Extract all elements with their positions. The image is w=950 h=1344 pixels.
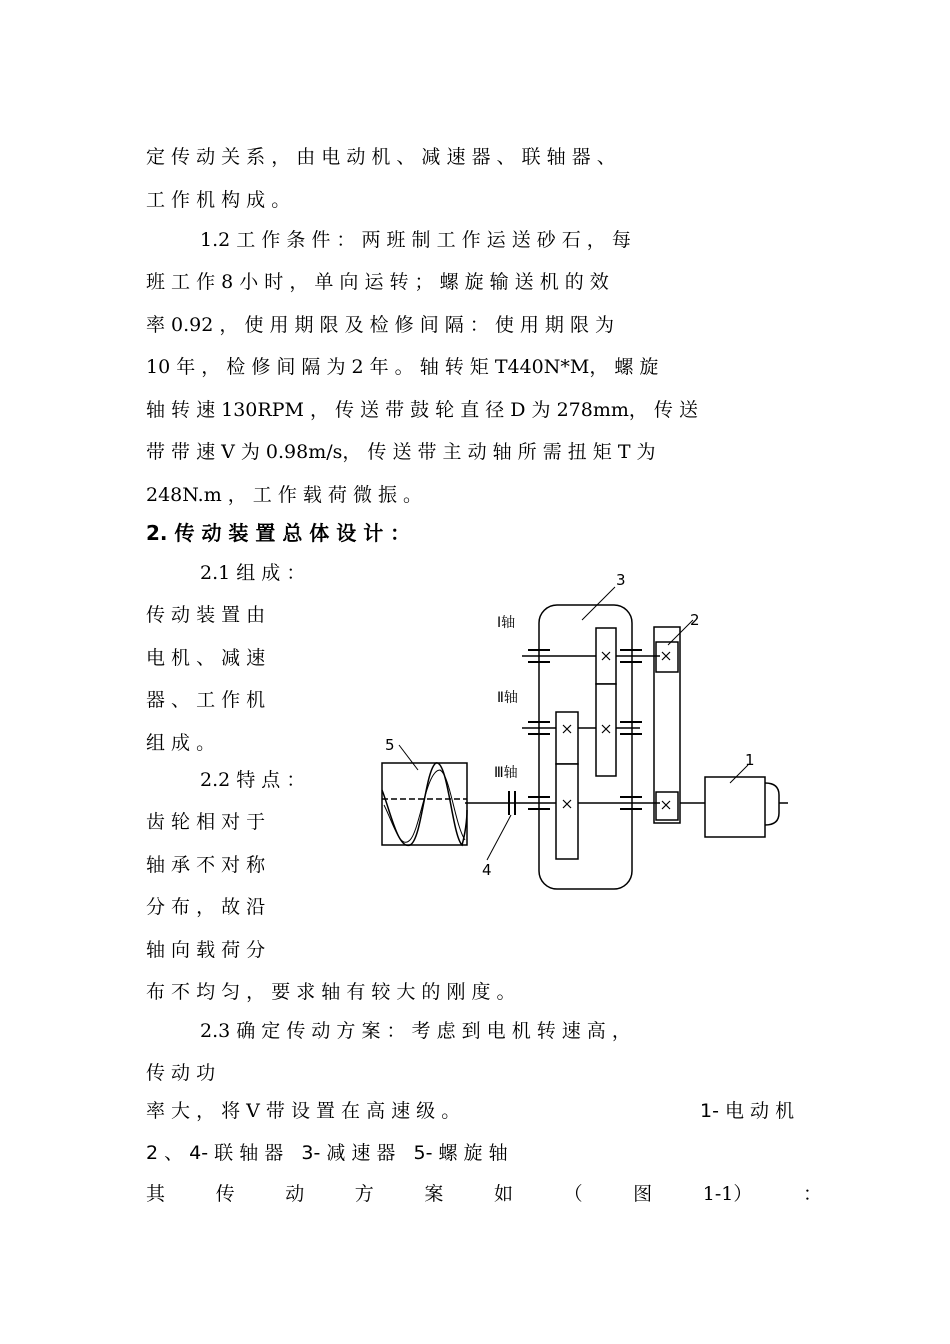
text-line: 轴 承 不 对 称 [146,854,266,876]
label-5: 5 [385,736,395,754]
text-line: 班 工 作 8 小 时 ， 单 向 运 转 ； 螺 旋 输 送 机 的 效 [146,271,609,293]
word: ： [802,1183,822,1205]
section-2-1-title [200,558,305,585]
column-line [146,643,326,670]
section-2-3-line [146,1096,460,1123]
text-line: 分 布 ， 故 沿 [146,896,266,918]
text-line: 1- 电 动 机 [700,1100,795,1122]
text-line: 2.3 确 定 传 动 方 案 ： 考 虑 到 电 机 转 速 高 ， [200,1020,631,1042]
column-line [146,600,326,627]
section-1-2-line [146,437,822,464]
text-line: 2.1 组 成 ： [200,562,306,584]
column-line [146,728,215,755]
section-2-3-line [146,1058,215,1085]
text-line: 10 年 ， 检 修 间 隔 为 2 年 。 轴 转 矩 T440N*M， 螺 旋 [146,356,659,378]
word: 案 [424,1183,444,1205]
section-1-2-line [146,310,822,337]
legend-line [146,1138,508,1165]
text-line: 率 大 ， 将 V 带 设 置 在 高 速 级 。 [146,1100,461,1122]
text-line: 定 传 动 关 系 ， 由 电 动 机 、 减 速 器 、 联 轴 器 、 [146,146,616,168]
text-line: 248N.m ， 工 作 载 荷 微 振 。 [146,484,423,506]
word: 1-1） [702,1183,753,1205]
label-shaft-I: Ⅰ轴 [497,615,516,631]
gear-shaft-2-small [556,712,578,764]
heading-text: 2. 传 动 装 置 总 体 设 计 ： [146,521,411,545]
motor-body [705,777,765,837]
label-2: 2 [690,611,700,629]
label-1: 1 [745,751,755,769]
text-line: 率 0.92 ， 使 用 期 限 及 检 修 间 隔 ： 使 用 期 限 为 [146,314,614,336]
gear-shaft-2-large [596,684,616,776]
legend-item [700,1096,794,1123]
word: 如 [493,1183,513,1205]
section-2-2-title [200,765,305,792]
text-line: 2 、 4- 联 轴 器 3- 减 速 器 5- 螺 旋 轴 [146,1142,508,1164]
section-2-3-line [146,1179,822,1206]
section-1-2-line [146,395,822,422]
word: （ [563,1183,583,1205]
text-line: 电 机 、 减 速 [146,647,266,669]
text-line: 轴 向 载 荷 分 [146,939,266,961]
text-line: 1.2 工 作 条 件 ： 两 班 制 工 作 运 送 砂 石 ， 每 [200,229,631,251]
text-line: 布 不 均 匀 ， 要 求 轴 有 较 大 的 刚 度 。 [146,981,516,1003]
paragraph-line [146,185,290,212]
label-3: 3 [616,571,626,589]
screw-helix [382,763,467,846]
section-2-3-line [200,1016,822,1043]
word: 动 [285,1183,305,1205]
screw-conveyor [382,763,467,845]
motor-end [765,783,779,825]
section-1-2-line [146,267,822,294]
pulley-marks [662,652,670,809]
section-1-2-line [146,480,422,507]
word: 图 [633,1183,653,1205]
label-4: 4 [482,861,492,879]
bearings [528,650,642,809]
text-line: 工 作 机 构 成 。 [146,189,291,211]
paragraph-line [146,977,516,1004]
section-1-2-line [146,352,822,379]
label-shaft-III: Ⅲ轴 [494,765,518,781]
column-line [146,685,326,712]
label-shaft-II: Ⅱ轴 [497,690,518,706]
reducer-housing [539,605,632,889]
section-heading [146,517,410,546]
column-line [146,807,326,834]
text-line: 传 动 装 置 由 [146,604,266,626]
column-line [146,935,326,962]
text-line: 器 、 工 作 机 [146,689,266,711]
text-line: 传 动 功 [146,1062,216,1084]
text-line: 2.2 特 点 ： [200,769,306,791]
column-line [146,892,326,919]
word: 方 [354,1183,374,1205]
word: 传 [215,1183,235,1205]
gear-shaft-3 [556,764,578,859]
text-line: 齿 轮 相 对 于 [146,811,266,833]
text-line: 组 成 。 [146,732,216,754]
column-line [146,850,326,877]
paragraph-line [146,142,822,169]
text-line: 轴 转 速 130RPM ， 传 送 带 鼓 轮 直 径 D 为 278mm， 传 送 [146,399,698,421]
transmission-diagram [370,565,790,900]
text-line: 带 带 速 V 为 0.98m/s， 传 送 带 主 动 轴 所 需 扭 矩 T 为 [146,441,656,463]
section-1-2-line [200,225,822,252]
word: 其 [146,1183,166,1205]
